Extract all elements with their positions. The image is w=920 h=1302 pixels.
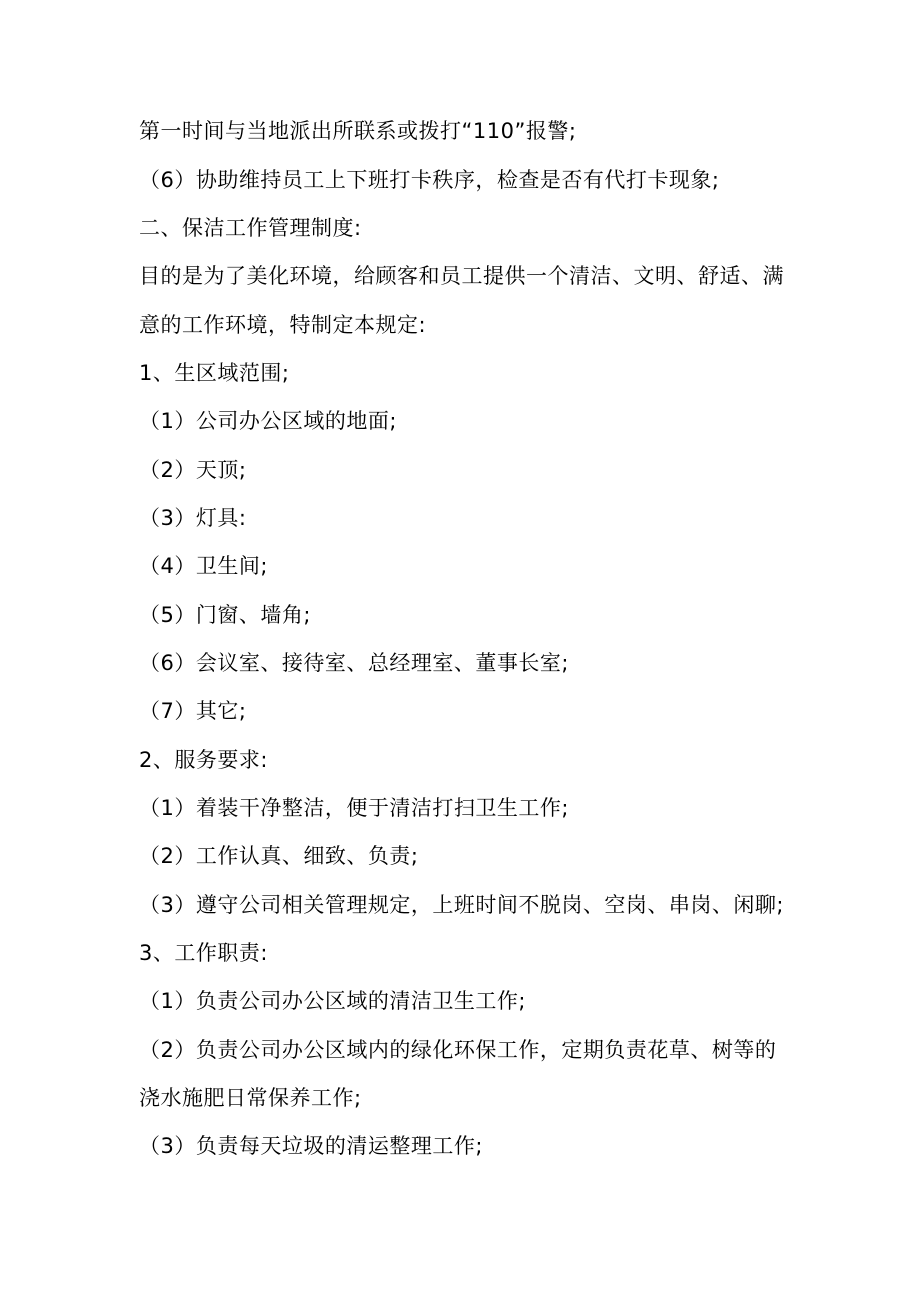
text-line: 意的工作环境，特制定本规定: [139,313,427,337]
text-line: 第一时间与当地派出所联系或拨打“110”报警; [139,119,577,143]
list-item: （2）天顶; [139,458,247,482]
subsection-heading: 1、生区域范围; [139,361,290,385]
text-line: 浇水施肥日常保养工作; [139,1086,362,1110]
subsection-heading: 2、服务要求: [139,748,268,772]
subsection-heading: 3、工作职责: [139,941,268,965]
list-item: （6）会议室、接待室、总经理室、董事长室; [139,651,569,675]
text-line: （6）协助维持员工上下班打卡秩序，检查是否有代打卡现象; [139,168,720,192]
list-item: （1）公司办公区域的地面; [139,409,397,433]
list-item: （7）其它; [139,699,247,723]
list-item: （4）卫生间; [139,554,268,578]
list-item: （2）负责公司办公区域内的绿化环保工作，定期负责花草、树等的 [139,1038,777,1062]
list-item: （2）工作认真、细致、负责; [139,844,419,868]
list-item: （1）着装干净整洁，便于清洁打扫卫生工作; [139,796,569,820]
list-item: （1）负责公司办公区域的清洁卫生工作; [139,989,526,1013]
list-item: （3）遵守公司相关管理规定，上班时间不脱岗、空岗、串岗、闲聊; [139,893,784,917]
list-item: （3）负责每天垃圾的清运整理工作; [139,1134,483,1158]
text-line: 目的是为了美化环境，给顾客和员工提供一个清洁、文明、舒适、满 [139,264,784,288]
section-heading: 二、保洁工作管理制度: [139,216,362,240]
list-item: （5）门窗、墙角; [139,603,311,627]
list-item: （3）灯具: [139,506,247,530]
